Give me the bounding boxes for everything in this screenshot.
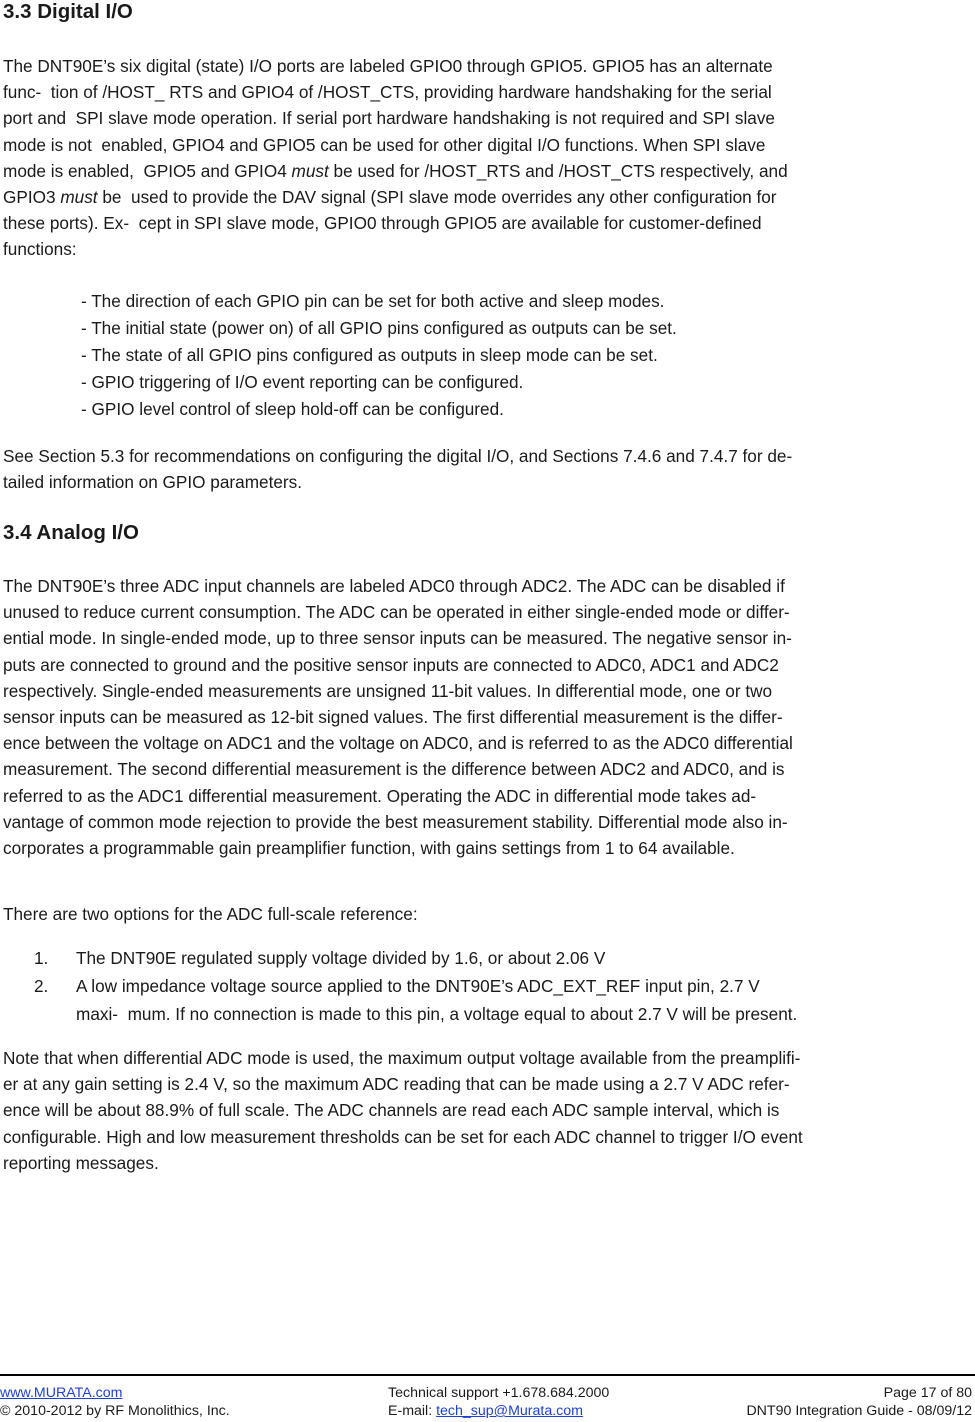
text-line: port and SPI slave mode operation. If serial port hardware handshaking is not required and SPI slave [3, 108, 775, 129]
text-line: There are two options for the ADC full-scale reference: [3, 904, 418, 924]
text-fragment: be used for /HOST_RTS and /HOST_CTS respectively, and [328, 160, 788, 181]
text-line: See Section 5.3 for recommendations on configuring the digital I/O, and Sections 7.4.6 and 7.4.7 for de- [3, 446, 793, 466]
text-line: tailed information on GPIO parameters. [3, 472, 303, 493]
text-line: puts are connected to ground and the positive sensor inputs are connected to ADC0, ADC1 and ADC2 [3, 654, 779, 675]
footer-divider [0, 1374, 975, 1376]
emphasis-must: must [291, 160, 329, 181]
list-item: - The direction of each GPIO pin can be set for both active and sleep modes. [81, 291, 665, 311]
text-line: The DNT90E’s six digital (state) I/O ports are labeled GPIO0 through GPIO5. GPIO5 has an alternate [3, 56, 773, 76]
section-heading-analog-io: 3.4 Analog I/O [3, 521, 139, 544]
text-line [3, 158, 969, 184]
document-title: DNT90 Integration Guide - 08/09/12 [746, 1403, 972, 1419]
support-email-link[interactable]: tech_sup@Murata.com [436, 1403, 583, 1419]
text-line: er at any gain setting is 2.4 V, so the maximum ADC reading that can be made using a 2.7 V ADC refer- [3, 1074, 790, 1095]
text-line: corporates a programmable gain preamplifier function, with gains settings from 1 to 64 available. [3, 838, 735, 859]
list-item-text: maxi- mum. If no connection is made to this pin, a voltage equal to about 2.7 V will be present. [76, 1004, 798, 1024]
list-item: - GPIO level control of sleep hold-off can be configured. [81, 399, 504, 419]
analog-io-paragraph-2 [3, 901, 969, 927]
page-number: Page 17 of 80 [883, 1385, 972, 1401]
text-line: Note that when differential ADC mode is used, the maximum output voltage available from the preamplifi- [3, 1048, 801, 1068]
text-line [3, 184, 969, 210]
text-line: respectively. Single-ended measurements are unsigned 11-bit values. In differential mode, one or two [3, 680, 773, 701]
support-phone-text: Technical support +1.678.684.2000 [388, 1385, 610, 1401]
analog-io-paragraph-3 [3, 1045, 969, 1176]
text-line: configurable. High and low measurement thresholds can be set for each ADC channel to trigger I/O event [3, 1126, 803, 1147]
adc-reference-options-list [34, 944, 954, 1034]
text-line: sensor inputs can be measured as 12-bit signed values. The first differential measurement is the differ- [3, 707, 783, 728]
support-email-line [388, 1402, 583, 1420]
text-line: vantage of common mode rejection to provide the best measurement stability. Differential mode also in- [3, 811, 788, 832]
digital-io-intro-paragraph [3, 53, 969, 263]
digital-io-see-also-paragraph [3, 443, 969, 495]
text-line: ence will be about 88.9% of full scale. The ADC channels are read each ADC sample interval, which is [3, 1100, 780, 1121]
text-line: these ports). Ex- cept in SPI slave mode, GPIO0 through GPIO5 are available for customer-defined [3, 213, 762, 234]
text-line: ential mode. In single-ended mode, up to three sensor inputs can be measured. The negative sensor in- [3, 628, 792, 649]
text-line: functions: [3, 239, 77, 260]
text-fragment: mode is enabled, GPIO5 and GPIO4 [3, 160, 292, 181]
list-item-text: A low impedance voltage source applied to the DNT90E’s ADC_EXT_REF input pin, 2.7 V [76, 976, 760, 996]
text-fragment: be used to provide the DAV signal (SPI slave mode overrides any other configuration for [97, 187, 777, 208]
list-item-text: The DNT90E regulated supply voltage divided by 1.6, or about 2.06 V [76, 948, 606, 968]
copyright-text: © 2010-2012 by RF Monolithics, Inc. [0, 1403, 230, 1419]
analog-io-paragraph-1 [3, 573, 969, 861]
text-fragment: GPIO3 [3, 187, 61, 208]
section-heading-digital-io: 3.3 Digital I/O [3, 0, 133, 23]
website-link[interactable]: www.MURATA.com [0, 1385, 123, 1401]
list-number: 2. [34, 976, 49, 996]
list-item: - The state of all GPIO pins configured as outputs in sleep mode can be set. [81, 345, 658, 365]
text-line: ence between the voltage on ADC1 and the voltage on ADC0, and is referred to as the ADC0 differential [3, 733, 793, 754]
list-item: - The initial state (power on) of all GPIO pins configured as outputs can be set. [81, 318, 677, 338]
text-line: reporting messages. [3, 1152, 159, 1173]
text-line: unused to reduce current consumption. The ADC can be operated in either single-ended mode or differ- [3, 602, 790, 623]
text-line: func- tion of /HOST_ RTS and GPIO4 of /HOST_CTS, providing hardware handshaking for the serial [3, 82, 772, 103]
text-line: measurement. The second differential measurement is the difference between ADC2 and ADC0, and is [3, 759, 785, 780]
email-label: E-mail: [388, 1403, 437, 1419]
list-item: - GPIO triggering of I/O event reporting can be configured. [81, 372, 524, 392]
list-number: 1. [34, 948, 49, 968]
text-line: referred to as the ADC1 differential measurement. Operating the ADC in differential mode takes ad- [3, 785, 757, 806]
emphasis-must: must [60, 187, 98, 208]
gpio-capabilities-list [81, 288, 677, 423]
text-line: The DNT90E’s three ADC input channels are labeled ADC0 through ADC2. The ADC can be disabled if [3, 576, 785, 596]
text-line: mode is not enabled, GPIO4 and GPIO5 can be used for other digital I/O functions. When SPI slave [3, 134, 766, 155]
